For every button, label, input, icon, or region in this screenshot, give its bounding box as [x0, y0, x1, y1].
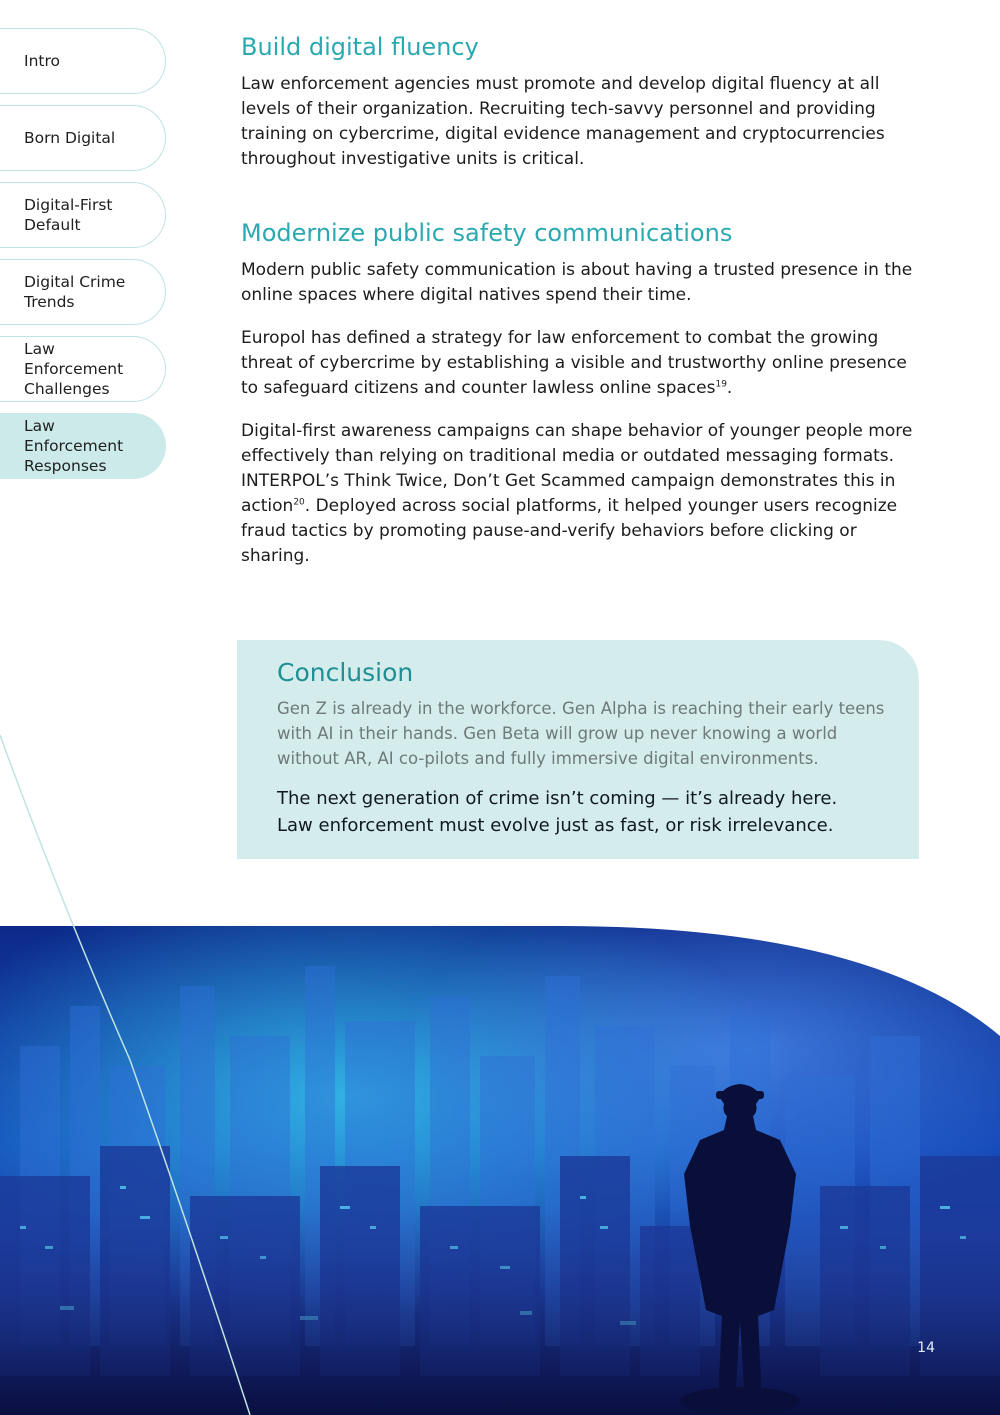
hero-image-officer-cyber-city	[0, 926, 1000, 1415]
main-content	[241, 30, 921, 569]
conclusion-body: Gen Z is already in the workforce. Gen Alpha is reaching their early teens with AI in their hands. Gen Beta will grow up never knowing a world without AR, AI co-pilots and fully immersive digital environments.	[277, 699, 885, 768]
nav-tab-label: Born Digital	[24, 129, 116, 147]
nav-tab-label: Law Enforcement Challenges	[24, 340, 124, 398]
conclusion-emphasis: The next generation of crime isn’t coming — it’s already here. Law enforcement must evolve just as fast, or risk irrelevance.	[277, 788, 838, 836]
nav-tab-intro[interactable]	[0, 28, 166, 94]
section-heading-communications: Modernize public safety communications	[241, 219, 733, 247]
conclusion-heading: Conclusion	[277, 658, 414, 687]
footnote-ref-20[interactable]: 20	[293, 497, 305, 508]
communications-paragraph-2: Europol has defined a strategy for law enforcement to combat the growing threat of cybercrime by establishing a visible and trustworthy online presence to safeguard citizens and counter lawless online spaces$^{19}$.	[241, 328, 907, 398]
nav-tab-label: Intro	[24, 52, 60, 70]
communications-paragraph-1: Modern public safety communication is about having a trusted presence in the online spaces where digital natives spend their time.	[241, 260, 913, 305]
nav-tab-law-enforcement-responses[interactable]	[0, 413, 166, 479]
communications-paragraph-3: Digital-first awareness campaigns can shape behavior of younger people more effectively than relying on traditional media or outdated messaging formats. INTERPOL’s Think Twice, Don’t Get Scammed campaign demonstrates this in action$^{20}$. Deployed across social platforms, it helped younger users recognize fraud tactics by promoting pause-and-verify behaviors before clicking or sharing.	[241, 421, 913, 566]
conclusion-box	[237, 640, 919, 859]
nav-tab-law-enforcement-challenges[interactable]	[0, 336, 166, 402]
footnote-ref-19[interactable]: 19	[715, 379, 727, 390]
nav-tab-digital-crime-trends[interactable]	[0, 259, 166, 325]
fluency-paragraph: Law enforcement agencies must promote and develop digital fluency at all levels of their organization. Recruiting tech-savvy personnel and providing training on cybercrime, digital evidence management and cryptocurrencies throughout investigative units is critical.	[241, 74, 885, 169]
nav-tab-label: Digital-First Default	[24, 196, 113, 234]
nav-tab-label: Digital Crime Trends	[24, 273, 126, 311]
nav-tab-label: Law Enforcement Responses	[24, 417, 124, 475]
cyber-city-illustration	[0, 926, 1000, 1415]
nav-tab-digital-first-default[interactable]	[0, 182, 166, 248]
page-number: 14	[917, 1340, 935, 1356]
nav-tab-born-digital[interactable]	[0, 105, 166, 171]
section-heading-fluency: Build digital fluency	[241, 33, 479, 61]
